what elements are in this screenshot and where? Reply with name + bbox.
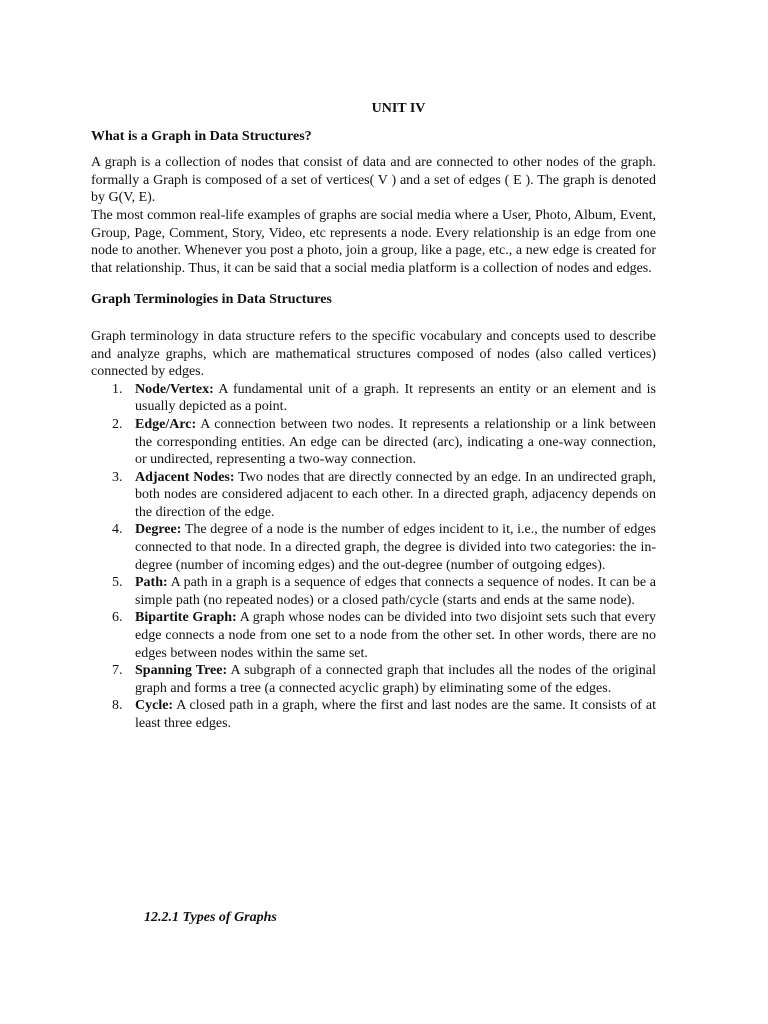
list-item	[91, 381, 656, 416]
paragraph-graph-examples: The most common real-life examples of graphs are social media where a User, Photo, Album, Event, Group, Page, Comment, Story, Video, etc represents a node. Every relationship is an edge from one node to another. Whenever you post a photo, join a group, like a page, etc., a new edge is created for that relationship. Thus, it can be said that a social media platform is a collection of nodes and edges.	[91, 207, 656, 276]
term-label: Bipartite Graph:	[135, 610, 237, 626]
list-item	[91, 697, 656, 732]
unit-title: UNIT IV	[371, 101, 426, 116]
list-item	[91, 662, 656, 697]
term-description: A closed path in a graph, where the first and last nodes are the same. It consists of at least three edges.	[135, 698, 656, 731]
list-number: 5.	[112, 575, 123, 591]
list-number: 3.	[112, 469, 123, 485]
section-heading-terminologies: Graph Terminologies in Data Structures	[91, 292, 332, 308]
list-item	[91, 469, 656, 522]
term-description: A fundamental unit of a graph. It represents an entity or an element and is usually depicted as a point.	[135, 381, 656, 415]
term-label: Edge/Arc:	[135, 416, 197, 432]
section-heading-graph: What is a Graph in Data Structures?	[91, 128, 312, 144]
list-number: 8.	[112, 698, 123, 714]
list-item	[91, 609, 656, 662]
list-item	[91, 416, 656, 469]
subsection-heading-types-of-graphs: 12.2.1 Types of Graphs	[144, 910, 277, 925]
term-description: Two nodes that are directly connected by an edge. In an undirected graph, both nodes are considered adjacent to each other. In a directed graph, adjacency depends on the direction of the edge.	[135, 469, 656, 520]
paragraph-graph-definition: A graph is a collection of nodes that consist of data and are connected to other nodes of the graph. formally a Graph is composed of a set of vertices( V ) and a set of edges ( E ). The graph is denoted by G(V, E).	[91, 155, 656, 206]
term-label: Spanning Tree:	[135, 663, 228, 679]
document-page	[91, 100, 656, 733]
term-description: A path in a graph is a sequence of edges that connects a sequence of nodes. It can be a simple path (no repeated nodes) or a closed path/cycle (starts and ends at the same node).	[135, 575, 656, 608]
term-description: A subgraph of a connected graph that includes all the nodes of the original graph and forms a tree (a connected acyclic graph) by eliminating some of the edges.	[135, 663, 657, 696]
paragraph-terminology-intro: Graph terminology in data structure refers to the specific vocabulary and concepts used to describe and analyze graphs, which are mathematical structures composed of nodes (also called vertices) connected by edges.	[91, 328, 656, 380]
term-label: Adjacent Nodes:	[135, 469, 235, 485]
term-description: A connection between two nodes. It represents a relationship or a link between the corresponding entities. An edge can be directed (arc), indicating a one-way connection, or undirected, representing a two-way connection.	[135, 416, 656, 468]
list-number: 7.	[112, 663, 123, 679]
list-item	[91, 521, 656, 574]
list-number: 4.	[112, 522, 123, 538]
list-number: 2.	[112, 416, 123, 432]
list-number: 6.	[112, 610, 123, 626]
term-description: The degree of a node is the number of edges incident to it, i.e., the number of edges connected to that node. In a directed graph, the degree is divided into two categories: the in-degree (number of incoming edges) and the out-degree (number of outgoing edges).	[135, 522, 656, 573]
list-item	[91, 574, 656, 609]
term-label: Degree:	[135, 522, 182, 538]
term-label: Path:	[135, 575, 168, 591]
term-label: Cycle:	[135, 698, 174, 714]
term-description: A graph whose nodes can be divided into two disjoint sets such that every edge connects a node from one set to a node from the other set. In other words, there are no edges between nodes within the same set.	[135, 610, 656, 661]
term-label: Node/Vertex:	[135, 381, 214, 397]
list-number: 1.	[112, 381, 123, 397]
terminology-list	[91, 381, 656, 733]
